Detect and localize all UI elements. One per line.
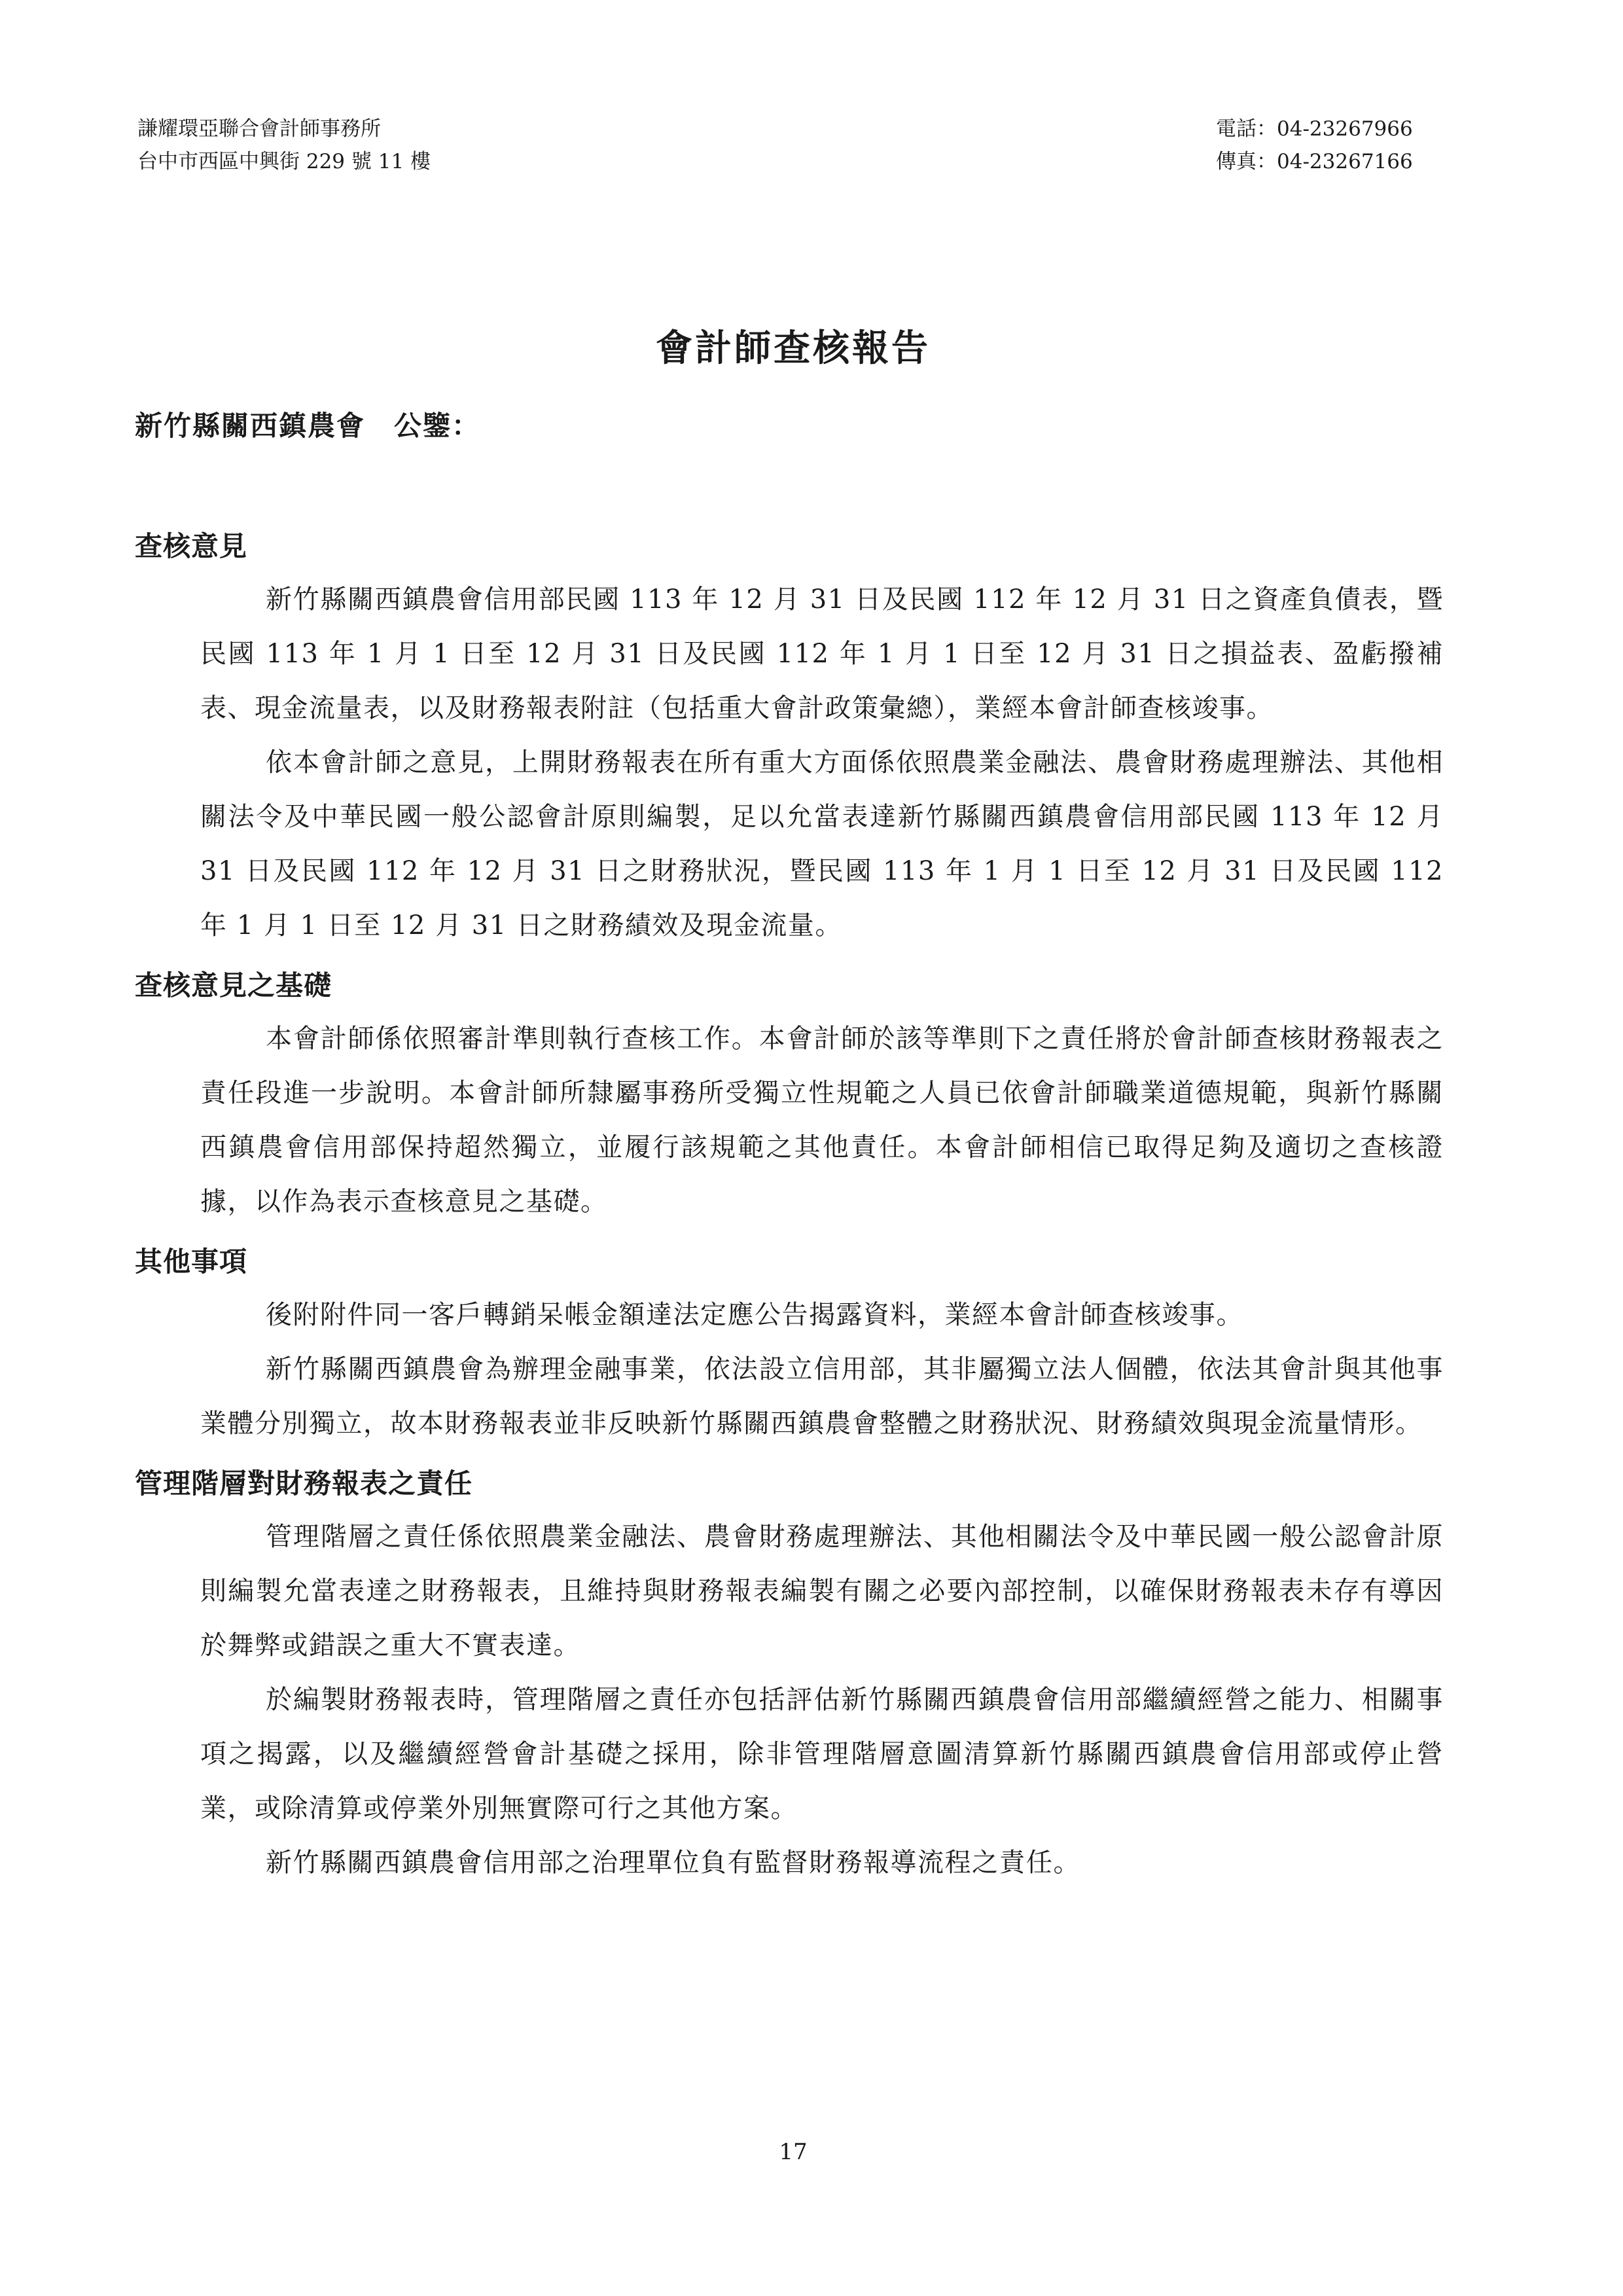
section-heading: 其他事項: [135, 1246, 248, 1278]
section-other-matters: [135, 1236, 1444, 1451]
firm-name: 謙耀環亞聯合會計師事務所: [137, 117, 381, 141]
paragraph: 新竹縣關西鎮農會信用部民國 113 年 12 月 31 日及民國 112 年 12 月 31 日之資產負債表，暨民國 113 年 1 月 1 日至 12 月 31 日及民國 112 年 1 月 1 日至 12 月 31 日之損益表、盈虧撥補表、現金流量表，以及財務報表附註（包括重大會計政策彙總），業經本會計師查核竣事。: [200, 584, 1444, 723]
addressee: 新竹縣關西鎮農會 公鑒：: [135, 410, 481, 442]
paragraph: 新竹縣關西鎮農會信用部之治理單位負有監督財務報導流程之責任。: [266, 1848, 1080, 1878]
page-number: 17: [779, 2139, 808, 2165]
letterhead-contact: [1216, 113, 1413, 178]
section-management-responsibility: [135, 1458, 1444, 1890]
paragraph: 管理階層之責任係依照農業金融法、農會財務處理辦法、其他相關法令及中華民國一般公認會計原則編製允當表達之財務報表，且維持與財務報表編製有關之必要內部控制，以確保財務報表未存有導因於舞弊或錯誤之重大不實表達。: [200, 1522, 1444, 1660]
section-heading: 管理階層對財務報表之責任: [135, 1467, 473, 1499]
report-title: 會計師查核報告: [656, 327, 931, 370]
paragraph: 於編製財務報表時，管理階層之責任亦包括評估新竹縣關西鎮農會信用部繼續經營之能力、相關事項之揭露，以及繼續經營會計基礎之採用，除非管理階層意圖清算新竹縣關西鎮農會信用部或停止營業，或除清算或停業外別無實際可行之其他方案。: [200, 1685, 1444, 1823]
section-heading: 查核意見之基礎: [135, 969, 332, 1001]
report-body: [135, 520, 1444, 1890]
section-audit-opinion: [135, 520, 1444, 953]
paragraph: 後附附件同一客戶轉銷呆帳金額達法定應公告揭露資料，業經本會計師查核竣事。: [266, 1300, 1243, 1330]
paragraph: 新竹縣關西鎮農會為辦理金融事業，依法設立信用部，其非屬獨立法人個體，依法其會計與其他事業體分別獨立，故本財務報表並非反映新竹縣關西鎮農會整體之財務狀況、財務績效與現金流量情形。: [200, 1354, 1444, 1439]
paragraph: 依本會計師之意見，上開財務報表在所有重大方面係依照農業金融法、農會財務處理辦法、其他相關法令及中華民國一般公認會計原則編製，足以允當表達新竹縣關西鎮農會信用部民國 113 年 12 月 31 日及民國 112 年 12 月 31 日之財務狀況，暨民國 113 年 1 月 1 日至 12 月 31 日及民國 112 年 1 月 1 日至 12 月 31 日之財務績效及現金流量。: [200, 747, 1444, 941]
section-heading: 查核意見: [135, 530, 248, 562]
firm-address: 台中市西區中興街 229 號 11 樓: [137, 150, 431, 173]
section-basis-for-opinion: [135, 960, 1444, 1229]
firm-fax: 傳真：04-23267166: [1216, 150, 1413, 173]
firm-phone: 電話：04-23267966: [1216, 117, 1413, 141]
letterhead-firm: [137, 113, 431, 178]
paragraph: 本會計師係依照審計準則執行查核工作。本會計師於該等準則下之責任將於會計師查核財務報表之責任段進一步說明。本會計師所隸屬事務所受獨立性規範之人員已依會計師職業道德規範，與新竹縣關西鎮農會信用部保持超然獨立，並履行該規範之其他責任。本會計師相信已取得足夠及適切之查核證據，以作為表示查核意見之基礎。: [200, 1024, 1444, 1217]
